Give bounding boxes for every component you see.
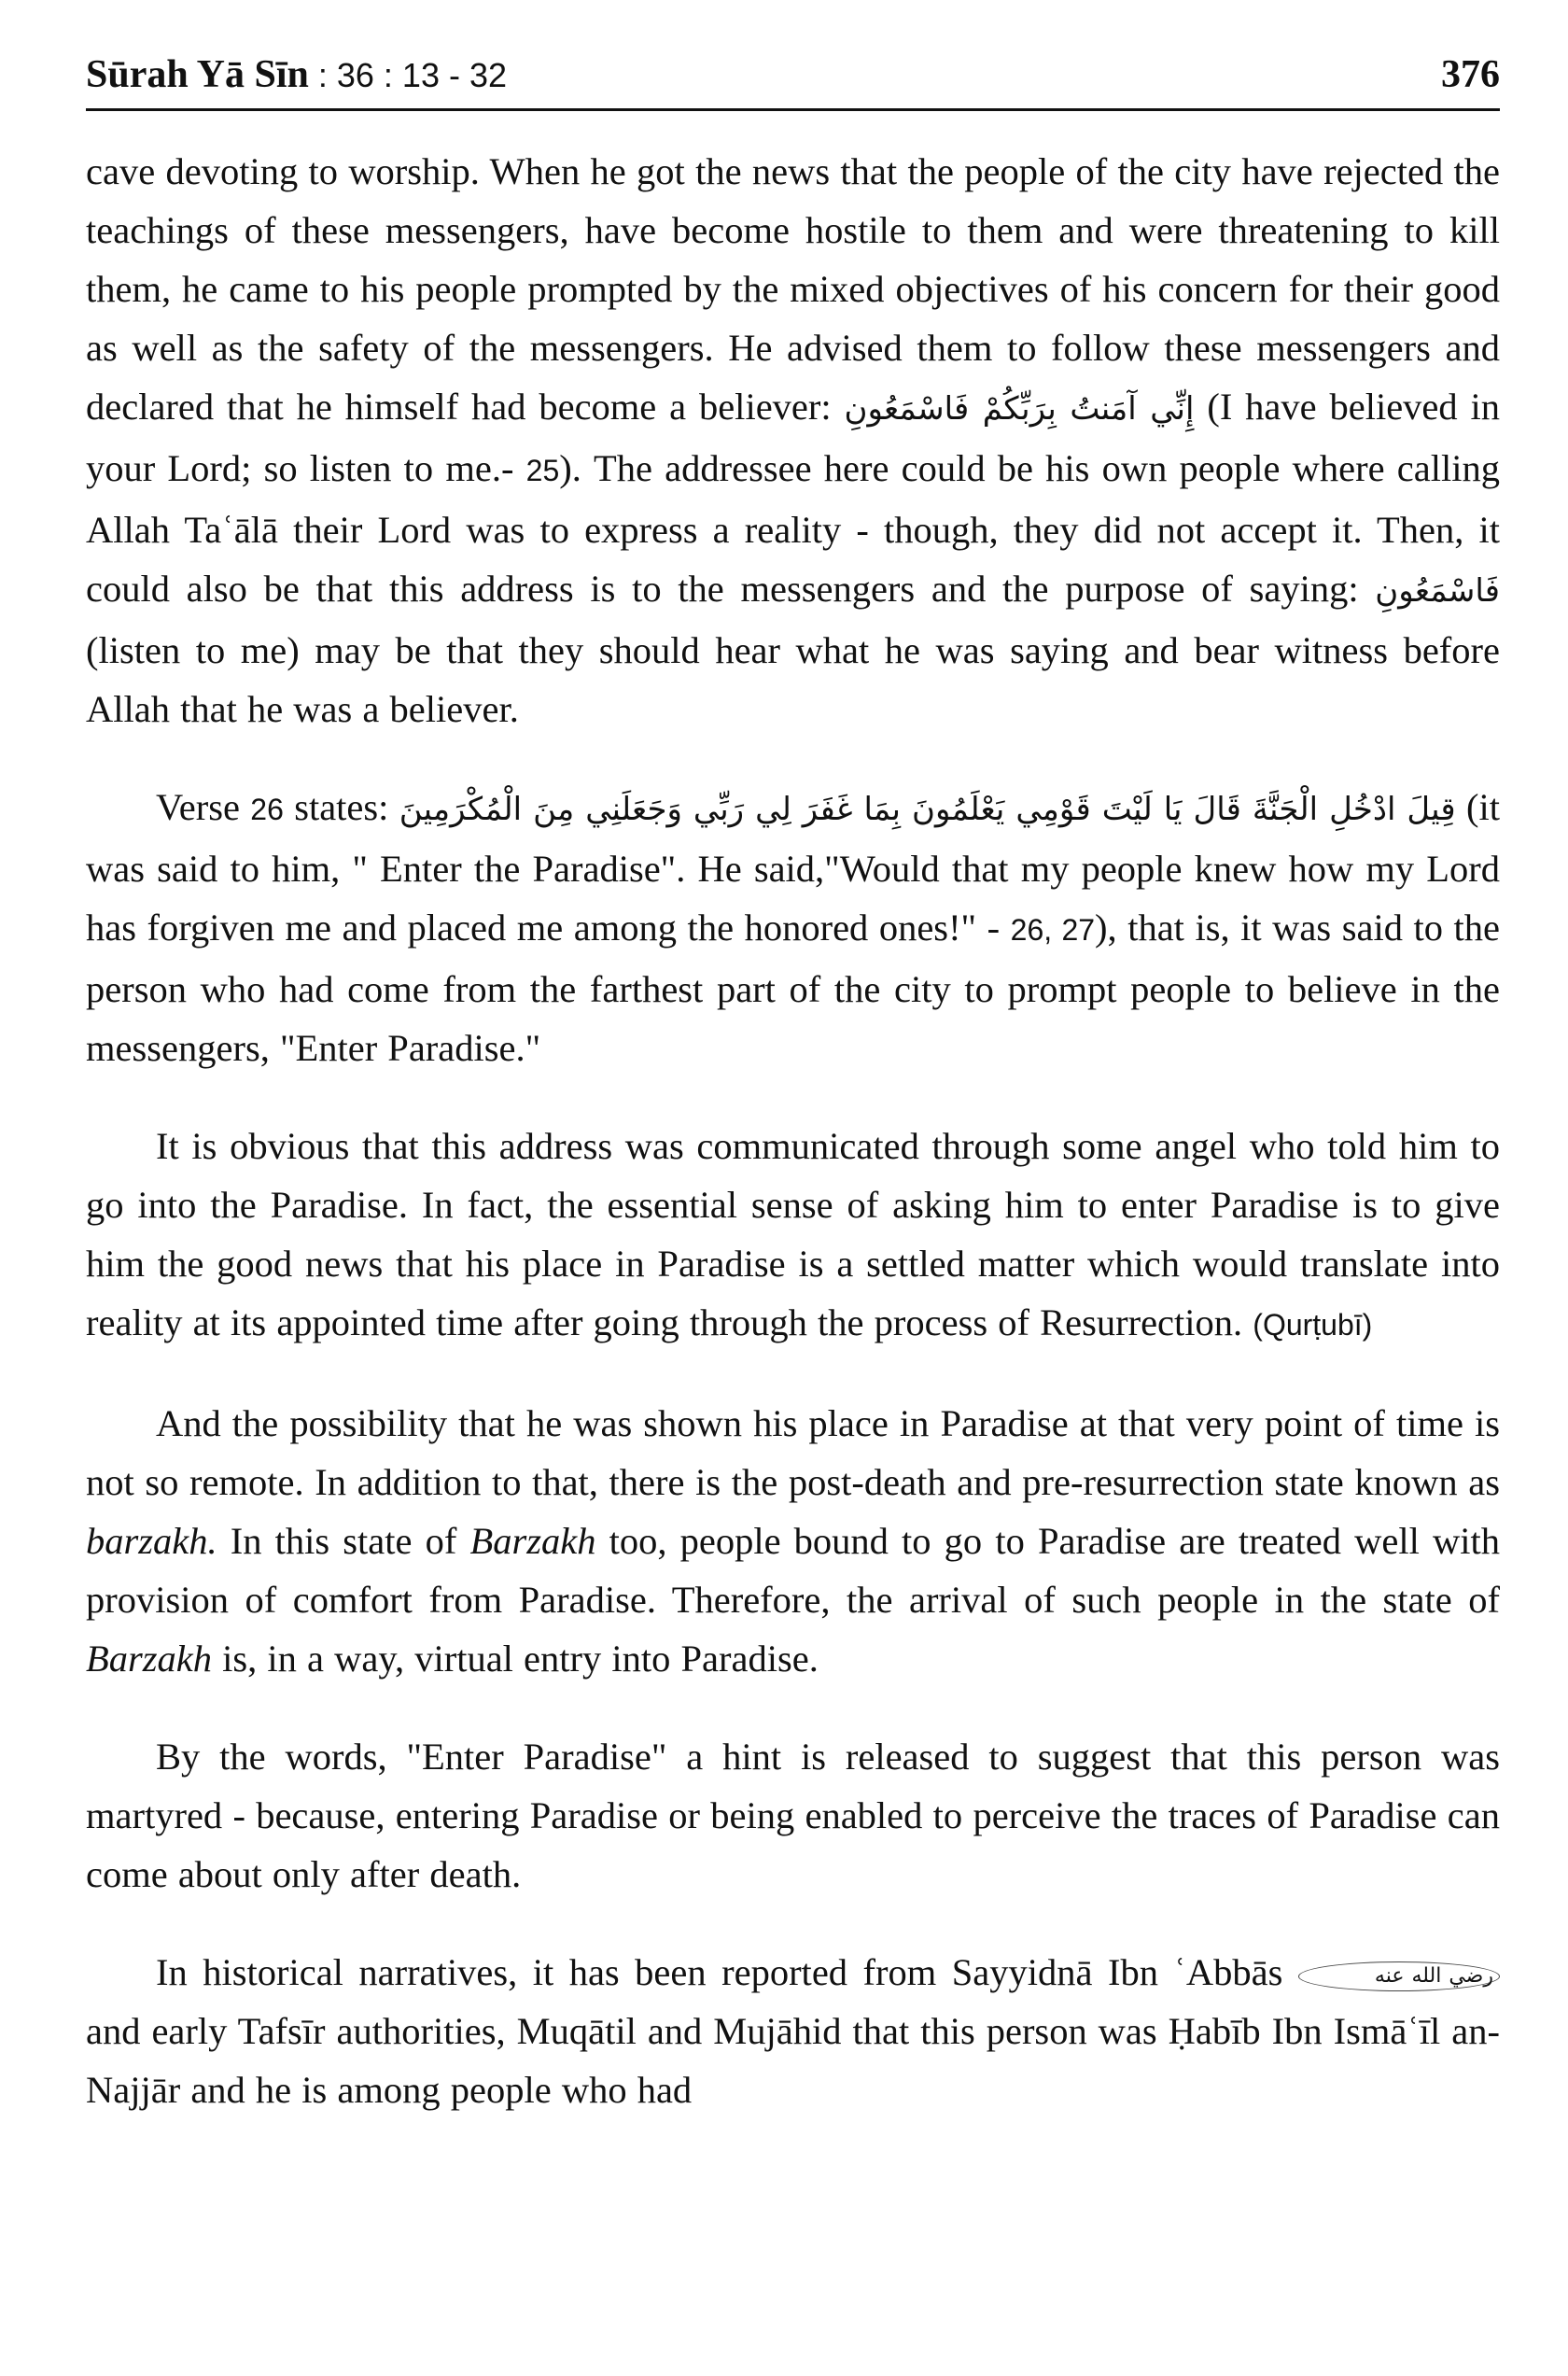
text-run: By the words, "Enter Paradise" a hint is released to suggest that this person was martyred - because, entering Paradise or being enabled to perceive the traces of Paradise can come about only after death.	[86, 1736, 1500, 1895]
text-run: Verse	[156, 786, 251, 828]
paragraph-4	[86, 1394, 1500, 1688]
verse-number: 26, 27	[1010, 913, 1096, 947]
text-run: (I have believed in your Lord; so listen to me.-	[86, 386, 1501, 489]
page-body	[86, 142, 1500, 2119]
text-run: It is obvious that this address was communicated through some angel who told him to go into the Paradise. In fact, the essential sense of asking him to enter Paradise is to give him the good news that his place in Paradise is a settled matter which would translate into reality at its appointed time after going through the process of Resurrection.	[86, 1125, 1500, 1343]
page-number: 376	[1441, 53, 1500, 96]
paragraph-6	[86, 1943, 1500, 2119]
text-run: In historical narratives, it has been reported from Sayyidnā Ibn ʿAbbās	[156, 1951, 1298, 1993]
text-run: In this state of	[217, 1520, 470, 1562]
arabic-quote: إِنِّي آمَنتُ بِرَبِّكُمْ فَاسْمَعُونِ	[844, 390, 1195, 428]
text-run: (it was said to him, " Enter the Paradise". He said,"Would that my people knew how my Lord has forgiven me and placed me among the honored ones!" -	[86, 786, 1500, 949]
arabic-quote: فَاسْمَعُونِ	[1375, 572, 1500, 610]
text-run: ), that is, it was said to the person who had come from the farthest part of the city to prompt people to believe in the messengers, "Enter Paradise."	[86, 907, 1501, 1069]
italic-term: Barzakh	[86, 1638, 212, 1680]
running-title	[86, 52, 507, 97]
verse-range: : 36 : 13 - 32	[308, 56, 508, 94]
surah-name: Sūrah Yā Sīn	[86, 53, 309, 96]
text-run: states:	[283, 786, 399, 828]
verse-number: 25	[525, 454, 560, 487]
italic-term: barzakh.	[86, 1520, 217, 1562]
text-run: is, in a way, virtual entry into Paradise.	[212, 1638, 819, 1680]
text-run: too, people bound to go to Paradise are treated well with provision of comfort from Paradise. Therefore, the arrival of such people in the state of	[86, 1520, 1500, 1621]
verse-number: 26	[250, 793, 284, 826]
arabic-quote: قِيلَ ادْخُلِ الْجَنَّةَ قَالَ يَا لَيْتَ قَوْمِي يَعْلَمُونَ بِمَا غَفَرَ لِي رَبِّي وَجَعَلَنِي مِنَ الْمُكْرَمِينَ	[399, 791, 1456, 828]
paragraph-2	[86, 778, 1500, 1077]
text-run: (listen to me) may be that they should hear what he was saying and bear witness before Allah that he was a believer.	[86, 629, 1500, 730]
honorific-icon: رضي الله عنه	[1298, 1961, 1500, 1991]
page-header	[86, 49, 1500, 111]
text-run: And the possibility that he was shown his place in Paradise at that very point of time is not so remote. In addition to that, there is the post-death and pre-resurrection state known as	[86, 1402, 1500, 1503]
text-run: ). The addressee here could be his own people where calling Allah Taʿālā their Lord was to express a reality - though, they did not accept it. Then, it could also be that this address is to the messengers and the purpose of saying:	[86, 447, 1501, 610]
text-run: cave devoting to worship. When he got the news that the people of the city have rejected the teachings of these messengers, have become hostile to them and were threatening to kill them, he came to his people prompted by the mixed objectives of his concern for their good as well as the safety of the messengers. He advised them to follow these messengers and declared that he himself had become a believer:	[86, 150, 1500, 428]
paragraph-5	[86, 1727, 1500, 1904]
text-run: and early Tafsīr authorities, Muqātil and Mujāhid that this person was Ḥabīb Ibn Ismāʿīl an-Najjār and he is among people who had	[86, 2010, 1500, 2111]
paragraph-3	[86, 1117, 1500, 1355]
paragraph-1	[86, 142, 1500, 738]
italic-term: Barzakh	[469, 1520, 596, 1562]
citation: (Qurṭubī)	[1253, 1308, 1373, 1342]
